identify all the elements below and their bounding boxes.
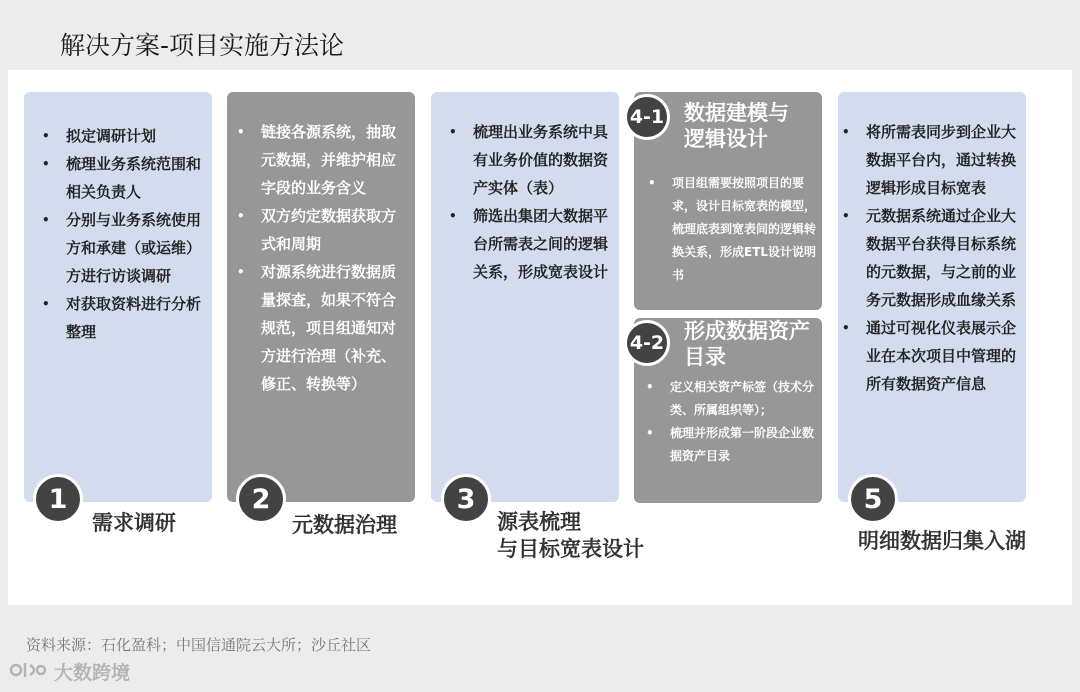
step-3-bullets (449, 118, 611, 286)
step-2-badge: 2 (236, 474, 286, 524)
step-4-2-bullets (646, 376, 816, 468)
step-2-card (227, 92, 415, 502)
list-item: • 定义相关资产标签（技术分类、所属组织等）； (646, 376, 816, 422)
step-4-2-badge: 4-2 (624, 320, 670, 366)
step-5-label: 明细数据归集入湖 (858, 529, 1026, 553)
list-item: • 梳理并形成第一阶段企业数据资产目录 (646, 422, 816, 468)
list-item: • 链接各源系统，抽取元数据，并维护相应字段的业务含义 (237, 118, 407, 202)
step-1-card (24, 92, 212, 502)
watermark-text: 大数跨境 (54, 662, 131, 684)
list-item: • 拟定调研计划 (42, 122, 210, 150)
list-item: • 对源系统进行数据质量探查，如果不符合规范，项目组通知对方进行治理（补充、修正、转换等） (237, 258, 407, 398)
step-5-badge: 5 (848, 474, 898, 524)
step-4-1-title-line1: 数据建模与 (684, 101, 789, 125)
step-3-label-line2: 与目标宽表设计 (497, 537, 644, 561)
logo-icon (8, 659, 48, 685)
step-3-badge: 3 (441, 474, 491, 524)
list-item: • 梳理业务系统范围和相关负责人 (42, 150, 210, 206)
page-title: 解决方案-项目实施方法论 (60, 31, 345, 60)
step-4-1-bullets (648, 172, 818, 287)
list-item: • 项目组需要按照项目的要求，设计目标宽表的模型，梳理底表到宽表间的逻辑转换关系，形成ETL设计说明书 (648, 172, 818, 287)
source-note: 资料来源：石化盈科；中国信通院云大所；沙丘社区 (26, 636, 372, 654)
step-3-label (497, 509, 644, 563)
list-item: • 将所需表同步到企业大数据平台内，通过转换逻辑形成目标宽表 (842, 118, 1020, 202)
list-item: • 分别与业务系统使用方和承建（或运维）方进行访谈调研 (42, 206, 210, 290)
step-1-bullets (42, 122, 210, 346)
list-item: • 元数据系统通过企业大数据平台获得目标系统的元数据，与之前的业务元数据形成血缘关系 (842, 202, 1020, 314)
step-5-bullets (842, 118, 1020, 398)
step-4-2-title-line1: 形成数据资产 (684, 319, 810, 343)
step-4-2-title-line2: 目录 (684, 345, 726, 369)
step-1-badge: 1 (33, 474, 83, 524)
step-3-label-line1: 源表梳理 (497, 510, 581, 534)
list-item: • 对获取资料进行分析整理 (42, 290, 210, 346)
list-item: • 双方约定数据获取方式和周期 (237, 202, 407, 258)
step-3-card (431, 92, 619, 502)
step-4-1-title (684, 100, 789, 152)
step-4-1-title-line2: 逻辑设计 (684, 127, 768, 151)
step-4-2-title (684, 318, 810, 370)
step-2-label: 元数据治理 (292, 513, 397, 537)
list-item: • 筛选出集团大数据平台所需表之间的逻辑关系，形成宽表设计 (449, 202, 611, 286)
list-item: • 通过可视化仪表展示企业在本次项目中管理的所有数据资产信息 (842, 314, 1020, 398)
step-2-bullets (237, 118, 407, 398)
step-1-label: 需求调研 (92, 511, 176, 535)
list-item: • 梳理出业务系统中具有业务价值的数据资产实体（表） (449, 118, 611, 202)
step-4-1-badge: 4-1 (624, 94, 670, 140)
watermark (8, 658, 130, 685)
step-5-card (838, 92, 1026, 502)
